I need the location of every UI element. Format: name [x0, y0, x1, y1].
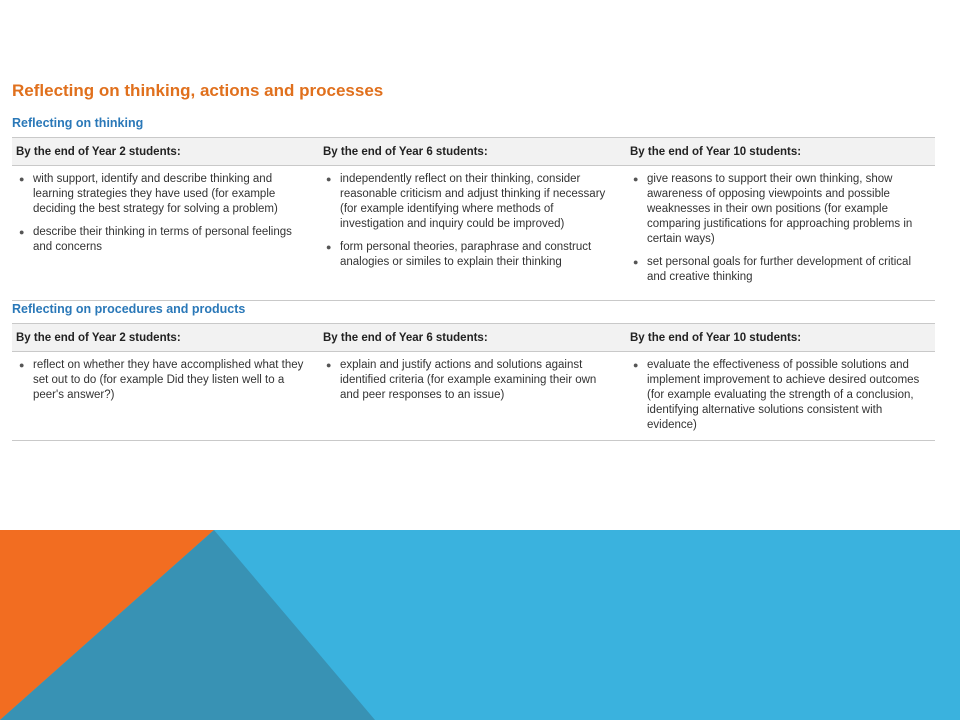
table-body-row	[12, 352, 935, 440]
column-header-year-10: By the end of Year 10 students:	[630, 331, 802, 344]
bullet-icon: ●	[19, 174, 25, 184]
bullet-icon: ●	[19, 227, 25, 237]
outcomes-table	[12, 137, 935, 301]
column-header-year-10: By the end of Year 10 students:	[630, 145, 802, 158]
section-reflecting-on-thinking	[12, 115, 935, 301]
outcomes-table	[12, 323, 935, 441]
section-title: Reflecting on thinking	[12, 116, 144, 130]
table-header-row	[12, 138, 935, 166]
list-item: ● give reasons to support their own thinking, show awareness of opposing viewpoints and possible weaknesses in their own positions (for example comparing justifications for approaching problems in certain ways)	[633, 173, 913, 245]
page-title: Reflecting on thinking, actions and processes	[12, 81, 384, 100]
section-title: Reflecting on procedures and products	[12, 302, 246, 316]
column-year-2	[12, 358, 319, 440]
list-item: ● explain and justify actions and solutions against identified criteria (for example examining their own and peer responses to an issue)	[326, 359, 597, 401]
bullet-icon: ●	[326, 360, 332, 370]
list-item: ● describe their thinking in terms of personal feelings and concerns	[19, 226, 292, 253]
bullet-icon: ●	[633, 360, 639, 370]
column-header-year-6: By the end of Year 6 students:	[323, 331, 488, 344]
column-year-10	[626, 172, 933, 300]
table-header-row	[12, 324, 935, 352]
table-body-row	[12, 166, 935, 300]
list-item: ● reflect on whether they have accomplished what they set out to do (for example Did they listen well to a peer's answer?)	[19, 359, 304, 401]
list-item: ● evaluate the effectiveness of possible solutions and implement improvement to achieve desired outcomes (for example evaluating the strength of a conclusion, identifying alternative solutions consistent with evidence)	[633, 359, 920, 431]
section-reflecting-on-procedures	[12, 301, 935, 441]
bullet-icon: ●	[326, 174, 332, 184]
slide-content	[12, 78, 935, 431]
list-item: ● with support, identify and describe thinking and learning strategies they have used (for example deciding the best strategy for solving a problem)	[19, 173, 278, 215]
column-year-6	[319, 358, 626, 440]
column-year-6	[319, 172, 626, 300]
list-item: ● set personal goals for further development of critical and creative thinking	[633, 256, 911, 283]
decorative-banner	[0, 530, 960, 720]
list-item: ● independently reflect on their thinking, consider reasonable criticism and adjust thinking if necessary (for example identifying where methods of investigation and inquiry could be improved)	[326, 173, 606, 230]
bullet-icon: ●	[633, 257, 639, 267]
list-item: ● form personal theories, paraphrase and construct analogies or similes to explain their thinking	[326, 241, 592, 268]
column-year-10	[626, 358, 933, 440]
column-header-year-6: By the end of Year 6 students:	[323, 145, 488, 158]
bullet-icon: ●	[19, 360, 25, 370]
column-header-year-2: By the end of Year 2 students:	[16, 145, 181, 158]
bullet-icon: ●	[326, 242, 332, 252]
column-header-year-2: By the end of Year 2 students:	[16, 331, 181, 344]
column-year-2	[12, 172, 319, 300]
bullet-icon: ●	[633, 174, 639, 184]
